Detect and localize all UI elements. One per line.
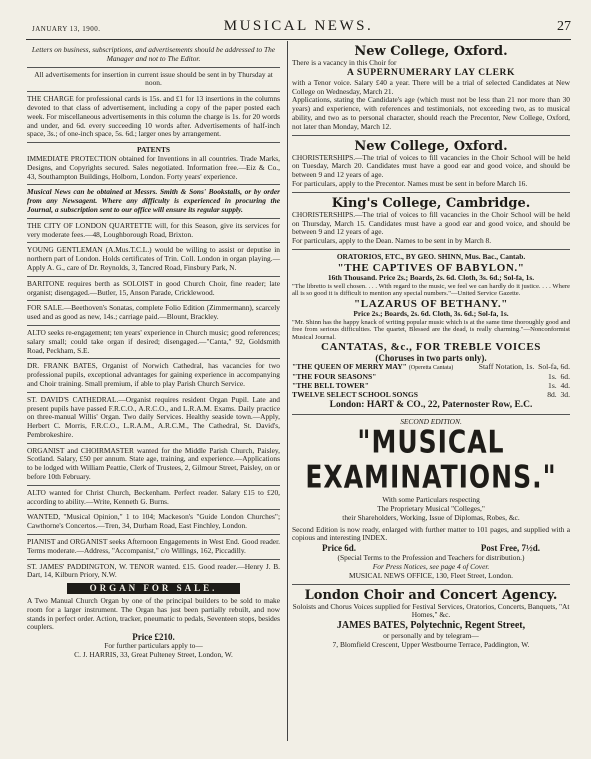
divider (27, 184, 280, 185)
divider (27, 91, 280, 92)
right-column (292, 41, 570, 650)
divider (27, 392, 280, 393)
ad-item: BARITONE requires berth as SOLOIST in good Church Choir, fine reader; late organist; disengaged.—Butler, 15, Anson Parade, Cricklewood. (27, 278, 280, 297)
lay-clerk-body: with a Tenor voice. Salary £40 a year. There will be a trial of selected Candidates at New College on Wednesday, March 21. (292, 77, 570, 96)
kings-choristerships-apply: For particulars, apply to the Dean. Names to be sent in by March 8. (292, 236, 492, 246)
musical-examinations-title: "MUSICAL EXAMINATIONS." (305, 424, 557, 496)
page-number: 27 (557, 19, 571, 34)
lay-clerk-applications: Applications, stating the Candidate's age (which must not be less than 21 nor more than 30 years) and experience, with references and testimonials, not exceeding two, as to musical ability, and two as to personal character, should reach the Precentor, New College, Oxford, not later than Monday, March 12. (292, 95, 570, 131)
new-college-heading: New College, Oxford. (354, 44, 508, 59)
choristerships-apply: For particulars, apply to the Precentor. Names must be sent in before March 16. (292, 178, 528, 188)
divider (292, 249, 570, 250)
divider (27, 67, 280, 68)
oratorios-heading: ORATORIOS, ETC., BY GEO. SHINN, Mus. Bac., Cantab. (336, 251, 526, 261)
header-rule (26, 39, 571, 40)
cantatas-subtitle: (Choruses in two parts only). (375, 353, 487, 364)
ad-item: ST. JAMES' PADDINGTON, W. TENOR wanted. £15. Good reader.—Henry J. B. Dart, 14, Kilburn Priory, N.W. (27, 561, 280, 580)
charge-notice: THE CHARGE for professional cards is 15s. and £1 for 13 insertions in the columns devoted to that class of advertisement, including a copy of the paper posted each week. For miscellaneous advertisements in this column the charge is 1s. for 20 words and under, and 6d. every succeeding 10 words after. Advertisements of half-inch space, 3s.; of one-inch space, 5s. 6d.; larger ones by arrangement. (27, 94, 280, 139)
examinations-office: MUSICAL NEWS OFFICE, 130, Fleet Street, London. (349, 570, 513, 580)
examinations-post: Post Free, 7½d. (480, 543, 540, 554)
divider (27, 276, 280, 277)
ad-item: WANTED, "Musical Opinion," 1 to 104; Mackeson's "Guide London Churches"; Cawthorne's Concertos.—Tren, 34, Durham Road, East Finchley, London. (27, 512, 280, 531)
cantatas-title: CANTATAS, &c., FOR TREBLE VOICES (321, 341, 541, 354)
list-item: "THE BELL TOWER" 1s. 4d. (292, 380, 570, 390)
divider (292, 135, 570, 136)
letters-notice: Letters on business, subscriptions, and advertisements should be addressed to The Manager and not to The Editor. (31, 45, 276, 63)
lay-clerk-intro: There is a vacancy in this Choir for (292, 58, 397, 67)
column-divider (287, 41, 288, 741)
ad-item: ORGANIST and CHOIRMASTER wanted for the Middle Parish Church, Paisley, Scotland. Salary, £50 per annum. State age, training, and experience.—Applications to be lodged with William Peattie, Clerk of Trustees, 2, Gilmour Street, Paisley, on or before 10th February. (27, 445, 280, 482)
organ-sale-body: A Two Manual Church Organ by one of the principal builders to be sold to make room for a larger instrument. The Organ has just been partially rebuilt, and now stands in perfect order. Action, tracker, pneumatic to pedals, Seventeen stops, besides couplers. (27, 596, 280, 632)
ad-item: THE CITY OF LONDON QUARTETTE will, for this Season, give its services for very moderate fees.—48, Loughborough Road, Brixton. (27, 220, 280, 239)
organ-sale-heading: ORGAN FOR SALE. (67, 583, 240, 594)
edition-label: SECOND EDITION. (400, 416, 462, 426)
divider (27, 142, 280, 143)
examinations-press: For Press Notices, see page 4 of Cover. (372, 562, 490, 572)
divider (27, 534, 280, 535)
choir-agency-body: Soloists and Chorus Voices supplied for Festival Services, Oratorios, Concerts, Banquets, "At Homes," &c. (292, 601, 570, 620)
divider (27, 218, 280, 219)
smith-notice: Musical News can be obtained at Messrs. Smith & Sons' Bookstalls, or by order from any Newsagent. Where any difficulty is experienced in procuring the Journal, a subscription sent to our office will ensure its regular supply. (27, 187, 280, 214)
divider (27, 300, 280, 301)
ad-item: ST. DAVID'S CATHEDRAL.—Organist requires resident Organ Pupil. Late and present pupils have passed F.R.C.O., A.R.C.O., and L.R.A.M. Exams. Daily practice on three-manual Willis' Organ. Two daily Services. Healthy seaside town.—Apply, Herbert C. Morris, F.R.C.O., L.R.A.M., A.R.C.M., The Cathedral, St. David's, Pembrokeshire. (27, 394, 280, 439)
divider (27, 325, 280, 326)
choir-agency-heading: London Choir and Concert Agency. (304, 587, 558, 603)
organ-address: C. J. HARRIS, 33, Great Pulteney Street, London, W. (74, 650, 233, 660)
examinations-special-terms: (Special Terms to the Profession and Teachers for distribution.) (337, 553, 525, 563)
choristerships-body: CHORISTERSHIPS.—The trial of voices to fill vacancies in the Choir School will be held on Tuesday, March 20. Candidates must have a good ear and good voice, and should be between 9 and 12 years of age. (292, 152, 570, 180)
examinations-subtitle: With some Particulars respecting (382, 495, 480, 505)
captives-price: 16th Thousand. Price 2s.; Boards, 2s. 6d. Cloth, 3s. 6d.; Sol-fa, 1s. (327, 272, 535, 282)
captives-review: "The libretto is well chosen. . . . With regard to the music, we feel we can hardly do it justice. . . . Where all is so good it is difficult to mention any special numbers."—United Service Gazette. (292, 282, 570, 298)
left-column (27, 41, 280, 660)
page-header (26, 18, 571, 36)
captives-title: "THE CAPTIVES OF BABYLON." (337, 261, 525, 274)
ad-item: ALTO seeks re-engagement; ten years' experience in Church music; good references; salary small; could take organ if desired; disengaged.—"Canta," 92, Goldsmith Road, Peckham, S.E. (27, 327, 280, 355)
divider (292, 414, 570, 415)
divider (27, 559, 280, 560)
patents-heading: PATENTS (137, 145, 170, 155)
insertion-notice: All advertisements for insertion in current issue should be sent in by Thursday at noon. (34, 69, 273, 88)
ad-item: PIANIST and ORGANIST seeks Afternoon Engagements in West End. Good reader. Terms moderate.—Address, "Accompanist," c/o Willings, 162, Piccadilly. (27, 537, 280, 555)
ad-item: ALTO wanted for Christ Church, Beckenham. Perfect reader. Salary £15 to £20, according to ability.—Write, Kenneth G. Burns. (27, 487, 280, 506)
divider (27, 242, 280, 243)
divider (27, 358, 280, 359)
cantatas-publisher: London: HART & CO., 22, Paternoster Row, E.C. (329, 399, 533, 410)
kings-college-heading: King's College, Cambridge. (331, 195, 531, 211)
list-item: "THE QUEEN OF MERRY MAY" (Operetta Cantata) Staff Notation, 1s. Sol-fa, 6d. (292, 362, 570, 372)
examinations-subtitle: The Proprietary Musical "Colleges," (377, 504, 485, 514)
examinations-body: Second Edition is now ready, enlarged with further matter to 101 pages, and supplied with a copious and interesting INDEX. (292, 524, 570, 543)
kings-choristerships-body: CHORISTERSHIPS.—The trial of voices to fill vacancies in the Choir School will be held on Thursday, March 15. Candidates must have a good ear and good voice, and should be between 9 and 12 years of age. (292, 209, 570, 237)
new-college-heading: New College, Oxford. (354, 138, 508, 154)
lazarus-title: "LAZARUS OF BETHANY." (354, 297, 508, 310)
choir-agency-or: or personally and by telegram— (383, 631, 479, 641)
patents-notice: IMMEDIATE PROTECTION obtained for Inventions in all countries. Trade Marks, Designs, and Copyrights secured. Sales negotiated. Information free.—Eiz & Co., 43, Southampton Buildings, Holborn, London. Forty years' experience. (27, 153, 280, 181)
divider (27, 485, 280, 486)
examinations-price: Price 6d. (322, 543, 356, 554)
issue-date: JANUARY 13, 1900. (32, 25, 101, 33)
publication-title: MUSICAL NEWS. (223, 18, 374, 34)
divider (292, 584, 570, 585)
divider (27, 509, 280, 510)
divider (292, 192, 570, 193)
ad-item: YOUNG GENTLEMAN (A.Mus.T.C.L.) would be willing to assist or deputise in northern part of London. Holds certificates of Trin. Coll. London in organ playing.—Apply A. G., care of Dr. Reynolds, 3, Tancred Road, Finsbury Park, N. (27, 245, 280, 272)
lay-clerk-heading: A SUPERNUMERARY LAY CLERK (346, 67, 515, 78)
cantatas-list (292, 363, 570, 399)
organ-price: Price £210. (132, 632, 175, 643)
list-item: TWELVE SELECT SCHOOL SONGS 8d. 3d. (292, 389, 570, 399)
divider (27, 443, 280, 444)
choir-agency-address: 7, Blomfield Crescent, Upper Westbourne Terrace, Paddington, W. (332, 640, 530, 650)
ad-item: FOR SALE.—Beethoven's Sonatas, complete Folio Edition (Zimmermann), scarcely used and as good as new, 14s.; carriage paid.—Blount, Brackley. (27, 303, 280, 322)
lazarus-price: Price 2s.; Boards, 2s. 6d. Cloth, 3s. 6d.; Sol-fa, 1s. (353, 308, 509, 318)
list-item: "THE FOUR SEASONS" 1s. 6d. (292, 372, 570, 382)
organ-particulars: For further particulars apply to— (104, 641, 203, 651)
examinations-subtitle: their Shareholders, Working, Issue of Diplomas, Robes, &c. (342, 512, 520, 522)
lazarus-review: "Mr. Shinn has the happy knack of writing popular music which is at the same time thoroughly good and free from serious difficulties. The quartet, Blessed are the dead, is really charming."—Nonconformist Musical Journal. (292, 318, 570, 341)
ad-item: DR. FRANK BATES, Organist of Norwich Cathedral, has vacancies for two professional pupils, exceptional advantages for gaining experience in accompanying and Choir training. Small premium, if able to play Parish Church Service. (27, 361, 280, 388)
choir-agency-name: JAMES BATES, Polytechnic, Regent Street, (336, 620, 526, 632)
